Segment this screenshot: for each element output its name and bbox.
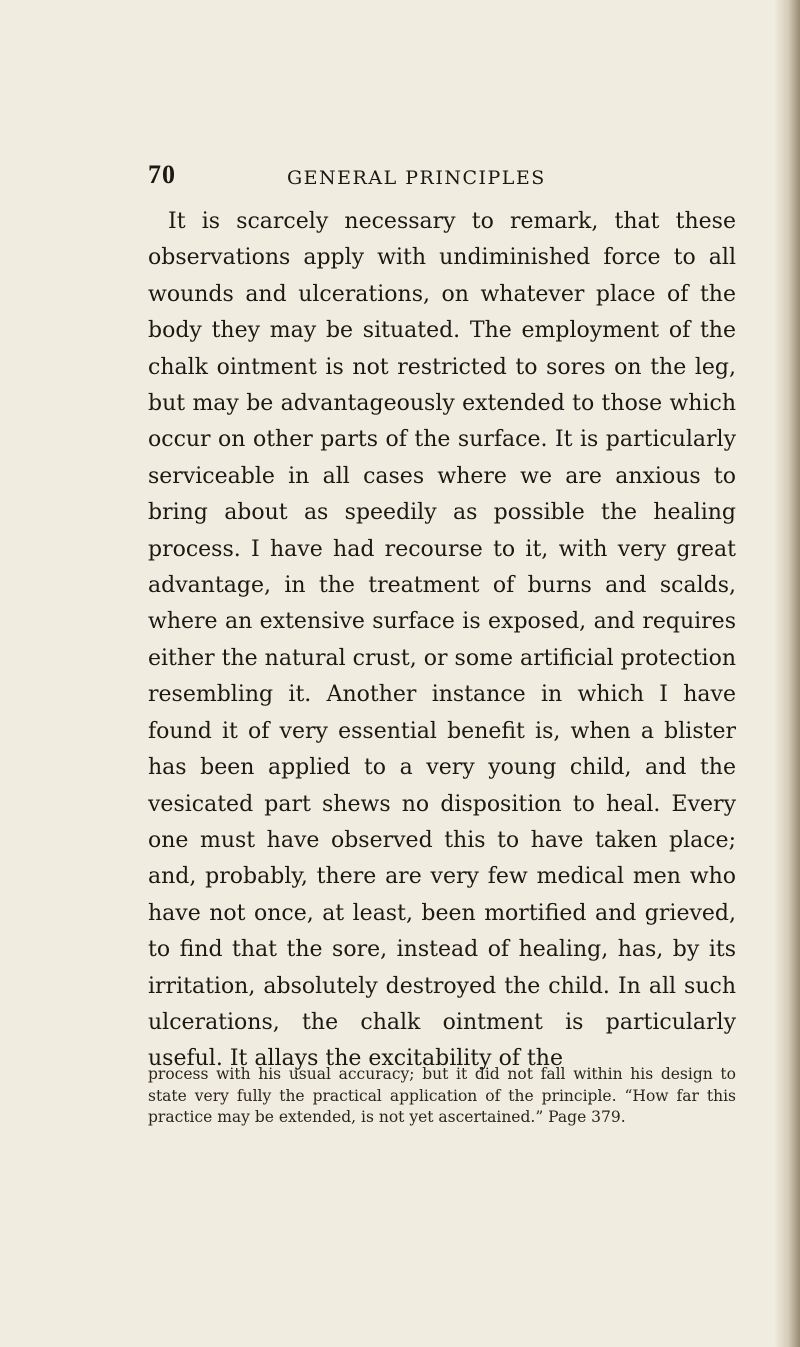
footnote: process with his usual accuracy; but it did not fall within his design to state very fully the practical application of the principle. “How far this practice may be extended, is not yet ascertained.” Page 379. (148, 1065, 736, 1126)
page-edge-shadow (774, 0, 800, 1347)
body-paragraph: It is scarcely necessary to remark, that these observations apply with undiminished force to all wounds and ulcerations, on whatever place of the body they may be situated. The employment of the chalk ointment is not restricted to sores on the leg, but may be advantageously extended to those which occur on other parts of the surface. It is particularly serviceable in all cases where we are anxious to bring about as speedily as possible the healing process. I have had recourse to it, with very great advantage, in the treatment of burns and scalds, where an extensive surface is exposed, and requires either the natural crust, or some artificial protection resembling it. Another instance in which I have found it of very essential benefit is, when a blister has been applied to a very young child, and the vesicated part shews no disposition to heal. Every one must have observed this to have taken place; and, probably, there are very few medical men who have not once, at least, been mortified and grieved, to find that the sore, instead of healing, has, by its irritation, absolutely destroyed the child. In all such ulcerations, the chalk ointment is particularly useful. It allays the excitability of the (148, 209, 736, 1072)
running-title: GENERAL PRINCIPLES (287, 167, 546, 189)
page-header (148, 160, 608, 196)
page-number: 70 (148, 160, 176, 189)
